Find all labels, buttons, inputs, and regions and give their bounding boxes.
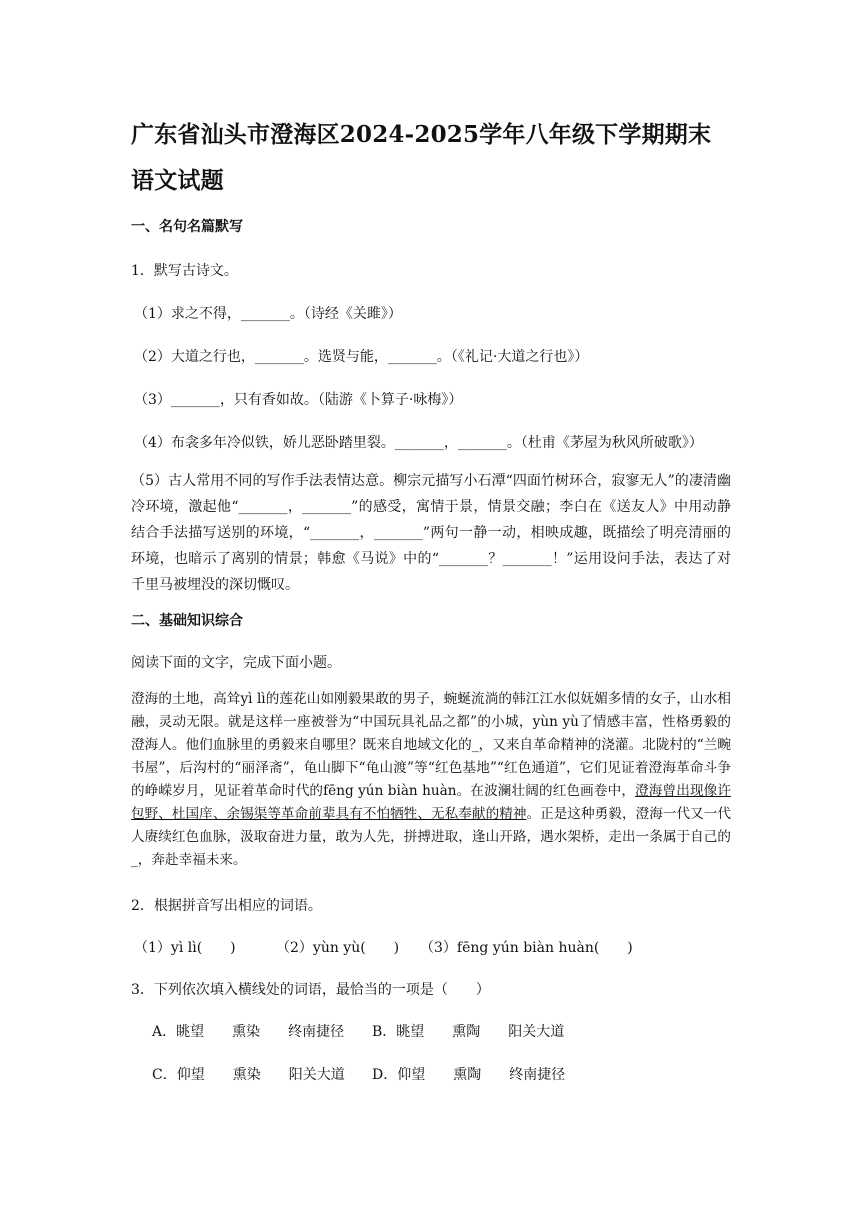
question-1-stem: 1．默写古诗文。 — [131, 263, 238, 279]
question-1-item-4: （4）布衾多年冷似铁，娇儿恶卧踏里裂。_______，_______。（杜甫《茅屋为秋风所破歌》） — [134, 435, 703, 451]
passage-text-a: 澄海的土地，高耸yì lì的莲花山如刚毅果敢的男子，蜿蜒流淌的韩江江水似妩媚多情的女子，山水相融，灵动无限。就是这样一座被誉为“中国玩具礼品之都”的小城，yùn yù了情感丰富，性格勇毅的澄海人。他们血脉里的勇毅来自哪里？既来自地域文化的_，又来自革命精神的浇灌。北陇村的“兰畹书屋”，后沟村的“丽泽斋”，龟山脚下“龟山渡”等“红色基地”“红色通道”，它们见证着澄海革命斗争的峥嵘岁月，见证着革命时代的fēng yún biàn huàn。在波澜壮阔的红色画卷中， — [131, 691, 731, 799]
question-1-item-2: （2）大道之行也，_______。选贤与能，_______。（《礼记·大道之行也》） — [134, 349, 589, 365]
reading-intro: 阅读下面的文字，完成下面小题。 — [131, 655, 341, 671]
question-1-item-1: （1）求之不得，_______。（诗经《关雎》） — [134, 306, 402, 322]
question-1-item-5: （5）古人常用不同的写作手法表情达意。柳宗元描写小石潭“四面竹树环合，寂寥无人”的凄清幽冷环境，激起他“_______，_______”的感受，寓情于景，情景交融；李白在《送友人》中用动静结合手法描写送别的环境，“_______，_______”两句一静一动，相映成趣，既描绘了明亮清丽的环境，也暗示了离别的情景；韩愈《马说》中的“_______？_______！”运用设问手法，表达了对千里马被埋没的深切慨叹。 — [131, 473, 731, 593]
section-heading-2: 二、基础知识综合 — [131, 613, 243, 629]
question-2-part-3: （3）fēng yún biàn huàn( ) — [420, 940, 633, 956]
option-a[interactable]: A．眺望 熏染 终南捷径 — [152, 1024, 345, 1040]
option-b[interactable]: B．眺望 熏陶 阳关大道 — [372, 1024, 565, 1040]
passage-text-b: 。正是这种勇毅，澄海一代又一代人赓续红色血脉，汲取奋进力量，敢为人先，拼搏进取，逢山开路，遇水架桥，走出一条属于自己的_，奔赴幸福未来。 — [131, 806, 732, 868]
option-d[interactable]: D．仰望 熏陶 终南捷径 — [372, 1067, 566, 1083]
question-2-stem: 2．根据拼音写出相应的词语。 — [131, 898, 322, 914]
page-title: 广东省汕头市澄海区2024-2025学年八年级下学期期末语文试题 — [131, 121, 712, 194]
question-1-item-3: （3）_______，只有香如故。（陆游《卜算子·咏梅》） — [134, 392, 463, 408]
reading-passage — [131, 688, 731, 872]
option-c[interactable]: C．仰望 熏染 阳关大道 — [152, 1067, 345, 1083]
question-2-part-2: （2）yùn yù( ) — [276, 940, 400, 956]
section-heading-1: 一、名句名篇默写 — [131, 219, 243, 235]
question-2-part-1: （1）yì lì( ) — [134, 940, 236, 956]
passage-underlined-sentence: 澄海曾出现像许包野、杜国庠、余锡渠等革命前辈具有不怕牺牲、无私奉献的精神 — [131, 783, 732, 822]
question-3-stem: 3．下列依次填入横线处的词语，最恰当的一项是（ ） — [131, 982, 490, 998]
